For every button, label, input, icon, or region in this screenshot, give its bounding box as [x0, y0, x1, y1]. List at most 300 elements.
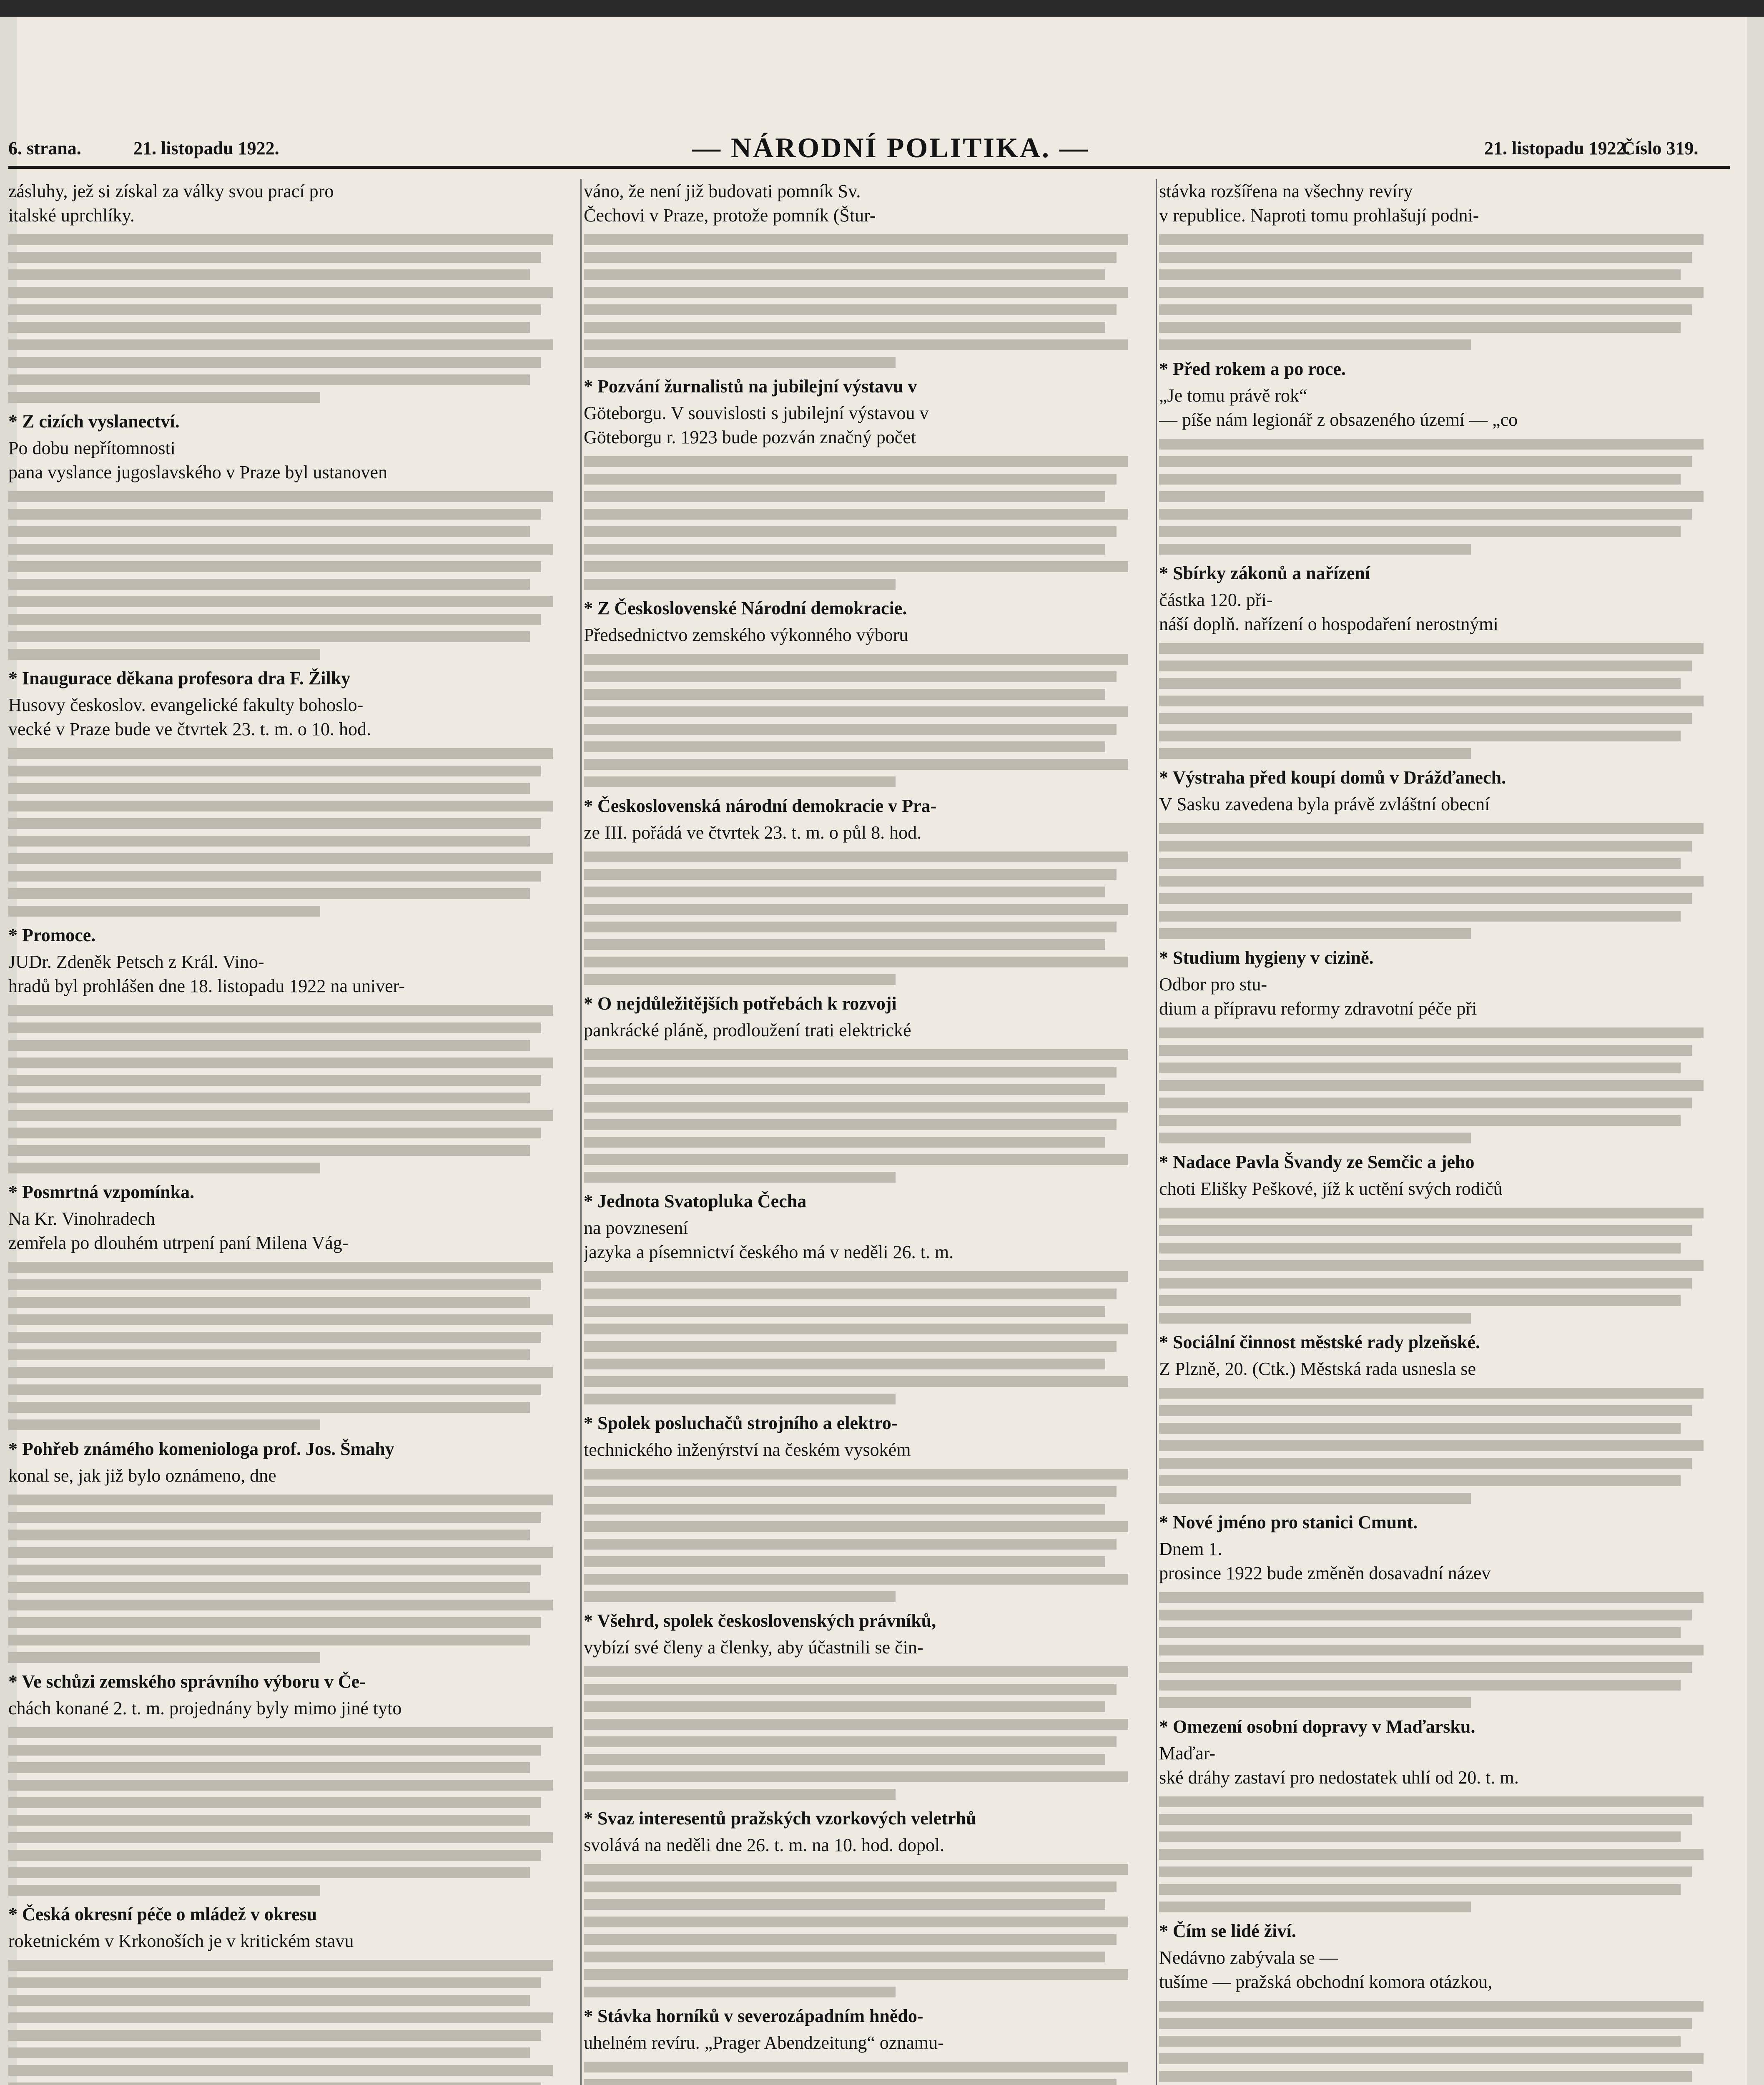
text-line-placeholder	[1159, 1045, 1692, 1056]
article-item	[1159, 946, 1726, 1143]
article-text-line: Po dobu nepřítomnosti	[8, 438, 176, 458]
text-line-placeholder	[584, 1952, 1105, 1962]
article-item	[584, 992, 1151, 1183]
article-item	[8, 409, 575, 660]
article-headline: * Inaugurace děkana profesora dra F. Žilky	[8, 668, 351, 688]
text-line-placeholder	[8, 1745, 541, 1756]
text-line-placeholder	[584, 2062, 1128, 2072]
text-line-placeholder	[8, 906, 320, 917]
text-line-placeholder	[1159, 1133, 1471, 1143]
article-headline: * Výstraha před koupí domů v Drážďanech.	[1159, 767, 1506, 788]
article-text-line: částka 120. při-	[1159, 590, 1273, 610]
binding-edge	[0, 0, 1764, 17]
text-line-placeholder	[8, 1530, 530, 1540]
text-line-placeholder	[1159, 1243, 1681, 1254]
article-headline: * Stávka horníků v severozápadním hnědo-	[584, 2006, 923, 2026]
article-text-line: ze III. pořádá ve čtvrtek 23. t. m. o půl 8. hod.	[584, 822, 922, 843]
text-line-placeholder	[8, 1885, 320, 1896]
article-text-line: Předsednictvo zemského výkonného výboru	[584, 625, 908, 645]
text-line-placeholder	[8, 1762, 530, 1773]
text-line-placeholder	[1159, 544, 1471, 555]
article-headline: * Sociální činnost městské rady plzeňské.	[1159, 1332, 1480, 1352]
column-1	[8, 179, 575, 2085]
article-item	[8, 179, 575, 403]
text-line-placeholder	[584, 887, 1105, 897]
text-line-placeholder	[1159, 1295, 1681, 1306]
article-headline: * Posmrtná vzpomínka.	[8, 1182, 195, 1202]
article-text-line: zásluhy, jež si získal za války svou prací pro	[8, 181, 334, 201]
text-line-placeholder	[1159, 526, 1681, 537]
text-line-placeholder	[584, 689, 1105, 700]
text-line-placeholder	[584, 654, 1128, 665]
article-item	[584, 1609, 1151, 1800]
article-text-line: Husovy českoslov. evangelické fakulty bohoslo-	[8, 695, 364, 715]
article-text-line: Göteborgu r. 1923 bude pozván značný počet	[584, 427, 916, 447]
text-line-placeholder	[8, 1635, 530, 1645]
text-line-placeholder	[1159, 1405, 1692, 1416]
text-line-placeholder	[1159, 748, 1471, 759]
text-line-placeholder	[8, 1262, 553, 1273]
date-left: 21. listopadu 1922.	[133, 138, 279, 158]
text-line-placeholder	[1159, 1697, 1471, 1708]
article-headline: * Jednota Svatopluka Čecha	[584, 1191, 807, 1211]
text-line-placeholder	[584, 1102, 1128, 1113]
text-line-placeholder	[584, 1376, 1128, 1387]
text-line-placeholder	[1159, 2071, 1692, 2082]
text-line-placeholder	[1159, 1440, 1704, 1451]
text-line-placeholder	[1159, 841, 1692, 852]
text-line-placeholder	[8, 1565, 541, 1575]
article-item	[584, 596, 1151, 787]
text-line-placeholder	[1159, 1388, 1704, 1399]
article-headline: * O nejdůležitějších potřebách k rozvoji	[584, 993, 897, 1014]
text-line-placeholder	[584, 304, 1117, 315]
text-line-placeholder	[8, 1022, 541, 1033]
text-line-placeholder	[8, 357, 541, 368]
text-line-placeholder	[1159, 2018, 1692, 2029]
text-line-placeholder	[1159, 2001, 1704, 2012]
text-line-placeholder	[8, 1995, 530, 2006]
text-line-placeholder	[584, 491, 1105, 502]
text-line-placeholder	[584, 741, 1105, 752]
text-line-placeholder	[8, 1652, 320, 1663]
text-line-placeholder	[584, 269, 1105, 280]
column-divider	[1156, 179, 1157, 2085]
article-text-line: ské dráhy zastaví pro nedostatek uhlí od 20. t. m.	[1159, 1767, 1519, 1788]
text-line-placeholder	[8, 853, 553, 864]
text-line-placeholder	[8, 1314, 553, 1325]
text-line-placeholder	[8, 339, 553, 350]
text-line-placeholder	[584, 1119, 1117, 1130]
text-line-placeholder	[8, 1797, 541, 1808]
text-line-placeholder	[8, 1402, 530, 1413]
text-line-placeholder	[1159, 1208, 1704, 1218]
text-line-placeholder	[8, 287, 553, 298]
article-text-line: uhelném revíru. „Prager Abendzeitung“ oznamu-	[584, 2032, 944, 2053]
article-text-line: svolává na neděli dne 26. t. m. na 10. hod. dopol.	[584, 1835, 945, 1855]
text-line-placeholder	[8, 1815, 530, 1826]
text-line-placeholder	[8, 836, 530, 847]
text-line-placeholder	[584, 939, 1105, 950]
article-headline: * Z Československé Národní demokracie.	[584, 598, 907, 618]
article-headline: * Pohřeb známého komeniologa prof. Jos. Šmahy	[8, 1439, 394, 1459]
article-text-line: na povznesení	[584, 1218, 688, 1238]
text-line-placeholder	[584, 2079, 1117, 2085]
text-line-placeholder	[8, 234, 553, 245]
text-line-placeholder	[584, 1049, 1128, 1060]
article-text-line: tušíme — pražská obchodní komora otázkou,	[1159, 1972, 1493, 1992]
article-item	[1159, 357, 1726, 555]
article-text-line: vecké v Praze bude ve čtvrtek 23. t. m. o 10. hod.	[8, 719, 371, 739]
text-line-placeholder	[1159, 234, 1704, 245]
article-text-line: italské uprchlíky.	[8, 205, 135, 226]
article-text-line: stávka rozšířena na všechny revíry	[1159, 181, 1413, 201]
text-line-placeholder	[584, 339, 1128, 350]
text-line-placeholder	[8, 1040, 530, 1051]
text-line-placeholder	[584, 1067, 1117, 1078]
article-text-line: V Sasku zavedena byla právě zvláštní obecní	[1159, 794, 1490, 814]
text-line-placeholder	[8, 748, 553, 759]
text-line-placeholder	[8, 392, 320, 403]
text-line-placeholder	[8, 252, 541, 263]
text-line-placeholder	[584, 1701, 1105, 1712]
text-line-placeholder	[1159, 1849, 1704, 1860]
text-line-placeholder	[1159, 269, 1681, 280]
page-header	[8, 125, 1734, 163]
text-line-placeholder	[584, 1154, 1128, 1165]
text-line-placeholder	[1159, 1831, 1681, 1842]
text-line-placeholder	[1159, 1423, 1681, 1434]
text-line-placeholder	[584, 1271, 1128, 1282]
text-line-placeholder	[584, 1917, 1128, 1927]
text-line-placeholder	[1159, 823, 1704, 834]
text-line-placeholder	[1159, 1115, 1681, 1126]
text-line-placeholder	[584, 1882, 1117, 1892]
text-line-placeholder	[8, 818, 541, 829]
text-line-placeholder	[1159, 474, 1681, 485]
article-item	[1159, 1919, 1726, 2085]
text-line-placeholder	[1159, 509, 1692, 520]
text-line-placeholder	[584, 1574, 1128, 1585]
text-line-placeholder	[8, 304, 541, 315]
article-text-line: Nedávno zabývala se —	[1159, 1947, 1338, 1968]
text-line-placeholder	[1159, 339, 1471, 350]
text-line-placeholder	[1159, 731, 1681, 741]
text-line-placeholder	[8, 544, 553, 555]
text-line-placeholder	[1159, 439, 1704, 450]
text-line-placeholder	[584, 1394, 896, 1404]
text-line-placeholder	[584, 1899, 1105, 1910]
text-line-placeholder	[8, 1617, 541, 1628]
text-line-placeholder	[1159, 928, 1471, 939]
article-headline: * Spolek posluchačů strojního a elektro-	[584, 1413, 898, 1433]
text-line-placeholder	[584, 776, 896, 787]
text-line-placeholder	[1159, 858, 1681, 869]
article-item	[8, 923, 575, 1173]
article-headline: * Čím se lidé živí.	[1159, 1921, 1296, 1941]
text-line-placeholder	[1159, 322, 1681, 333]
article-headline: * Nadace Pavla Švandy ze Semčic a jeho	[1159, 1152, 1475, 1172]
text-line-placeholder	[584, 234, 1128, 245]
article-item	[8, 666, 575, 917]
article-text-line: Z Plzně, 20. (Ctk.) Městská rada usnesla se	[1159, 1359, 1476, 1379]
text-line-placeholder	[584, 1306, 1105, 1317]
text-line-placeholder	[584, 1084, 1105, 1095]
article-item	[584, 794, 1151, 985]
article-text-line: Dnem 1.	[1159, 1539, 1222, 1559]
text-line-placeholder	[584, 1591, 896, 1602]
text-line-placeholder	[584, 1469, 1128, 1480]
article-text-line: zemřela po dlouhém utrpení paní Milena Vág-	[8, 1233, 349, 1253]
text-line-placeholder	[584, 1771, 1128, 1782]
text-line-placeholder	[584, 1172, 896, 1183]
text-line-placeholder	[8, 1332, 541, 1343]
article-item	[8, 1902, 575, 2085]
date-right: 21. listopadu 1922.	[1484, 138, 1630, 158]
text-line-placeholder	[584, 1341, 1117, 1352]
article-item	[584, 374, 1151, 590]
text-line-placeholder	[8, 766, 541, 776]
text-line-placeholder	[584, 357, 896, 368]
text-line-placeholder	[8, 1547, 553, 1558]
text-line-placeholder	[8, 1495, 553, 1505]
text-line-placeholder	[1159, 713, 1692, 724]
text-line-placeholder	[584, 1504, 1105, 1515]
text-line-placeholder	[584, 1987, 896, 1997]
text-line-placeholder	[1159, 1098, 1692, 1108]
article-text-line: konal se, jak již bylo oznámeno, dne	[8, 1465, 276, 1486]
text-line-placeholder	[1159, 696, 1704, 706]
text-line-placeholder	[8, 1850, 541, 1861]
text-line-placeholder	[584, 759, 1128, 770]
text-line-placeholder	[1159, 1313, 1471, 1324]
text-line-placeholder	[8, 1727, 553, 1738]
text-line-placeholder	[8, 871, 541, 882]
text-line-placeholder	[8, 1145, 530, 1156]
text-line-placeholder	[584, 1289, 1117, 1299]
article-text-line: technického inženýrství na českém vysokém	[584, 1439, 911, 1460]
issue-number: Číslo 319.	[1622, 138, 1699, 158]
text-line-placeholder	[8, 2082, 541, 2085]
article-item	[1159, 1715, 1726, 1912]
text-line-placeholder	[8, 1058, 553, 1068]
text-line-placeholder	[584, 852, 1128, 862]
text-line-placeholder	[1159, 1080, 1704, 1091]
text-line-placeholder	[8, 491, 553, 502]
text-line-placeholder	[1159, 1475, 1681, 1486]
text-line-placeholder	[584, 671, 1117, 682]
text-line-placeholder	[8, 1867, 530, 1878]
article-text-line: Na Kr. Vinohradech	[8, 1208, 156, 1229]
text-line-placeholder	[8, 2012, 553, 2023]
text-line-placeholder	[8, 596, 553, 607]
text-line-placeholder	[1159, 1027, 1704, 1038]
text-line-placeholder	[8, 614, 541, 625]
article-headline: * Před rokem a po roce.	[1159, 359, 1346, 379]
article-headline: * Z cizích vyslanectví.	[8, 411, 180, 432]
text-line-placeholder	[8, 561, 541, 572]
text-line-placeholder	[584, 456, 1128, 467]
article-text-line: „Je tomu právě rok“	[1159, 385, 1307, 406]
article-text-line: chách konané 2. t. m. projednány byly mimo jiné tyto	[8, 1698, 402, 1718]
text-line-placeholder	[1159, 1884, 1681, 1895]
text-line-placeholder	[584, 1719, 1128, 1730]
text-line-placeholder	[8, 2065, 553, 2076]
text-line-placeholder	[8, 526, 530, 537]
text-line-placeholder	[584, 1969, 1128, 1980]
column-3	[1159, 179, 1726, 2085]
article-headline: * Studium hygieny v cizině.	[1159, 947, 1374, 968]
text-line-placeholder	[584, 1486, 1117, 1497]
text-line-placeholder	[584, 544, 1105, 555]
text-line-placeholder	[584, 1736, 1117, 1747]
article-text-line: Čechovi v Praze, protože pomník (Štur-	[584, 205, 876, 226]
text-line-placeholder	[584, 869, 1117, 880]
article-item	[584, 1189, 1151, 1404]
text-line-placeholder	[584, 526, 1117, 537]
article-item	[8, 1180, 575, 1430]
text-line-placeholder	[584, 1789, 896, 1800]
text-line-placeholder	[584, 1934, 1117, 1945]
text-line-placeholder	[8, 269, 530, 280]
text-line-placeholder	[8, 1005, 553, 1016]
header-rule	[8, 166, 1730, 169]
text-line-placeholder	[8, 322, 530, 333]
article-text-line: pana vyslance jugoslavského v Praze byl ustanoven	[8, 462, 388, 482]
text-line-placeholder	[1159, 893, 1692, 904]
article-item	[1159, 1510, 1726, 1708]
text-line-placeholder	[8, 509, 541, 520]
text-line-placeholder	[8, 1512, 541, 1523]
article-text-line: náší doplň. nařízení o hospodaření nerostnými	[1159, 614, 1498, 634]
article-headline: * Nové jméno pro stanici Cmunt.	[1159, 1512, 1418, 1532]
article-text-line: jazyka a písemnictví českého má v neděli 26. t. m.	[584, 1242, 954, 1262]
article-headline: * Ve schůzi zemského správního výboru v Če-	[8, 1671, 366, 1692]
text-line-placeholder	[584, 1754, 1105, 1765]
text-line-placeholder	[584, 1521, 1128, 1532]
article-text-line: prosince 1922 bude změněn dosavadní název	[1159, 1563, 1491, 1583]
article-item	[1159, 766, 1726, 939]
text-line-placeholder	[584, 561, 1128, 572]
text-line-placeholder	[8, 1279, 541, 1290]
article-headline: * Česká okresní péče o mládež v okresu	[8, 1904, 317, 1924]
article-item	[584, 2004, 1151, 2085]
text-line-placeholder	[1159, 456, 1692, 467]
article-headline: * Omezení osobní dopravy v Maďarsku.	[1159, 1716, 1475, 1737]
text-line-placeholder	[8, 2030, 541, 2041]
text-line-placeholder	[584, 322, 1105, 333]
text-line-placeholder	[584, 1324, 1128, 1334]
article-headline: * Promoce.	[8, 925, 96, 945]
text-line-placeholder	[584, 287, 1128, 298]
text-line-placeholder	[584, 579, 896, 590]
text-line-placeholder	[1159, 1225, 1692, 1236]
text-line-placeholder	[584, 706, 1128, 717]
article-text-line: roketnickém v Krkonoších je v kritickém stavu	[8, 1931, 354, 1951]
text-line-placeholder	[1159, 1278, 1692, 1289]
text-line-placeholder	[8, 631, 530, 642]
text-line-placeholder	[8, 1297, 530, 1308]
article-text-line: váno, že není již budovati pomník Sv.	[584, 181, 861, 201]
text-line-placeholder	[8, 1419, 320, 1430]
text-line-placeholder	[8, 579, 530, 590]
text-line-placeholder	[8, 1110, 553, 1121]
article-item	[8, 1437, 575, 1663]
text-line-placeholder	[8, 1384, 541, 1395]
article-headline: * Československá národní demokracie v Pra-	[584, 796, 937, 816]
text-line-placeholder	[584, 1666, 1128, 1677]
text-line-placeholder	[8, 649, 320, 660]
page-number-label: 6. strana.	[8, 138, 81, 158]
text-line-placeholder	[8, 1093, 530, 1103]
article-item	[8, 1670, 575, 1896]
text-line-placeholder	[8, 2047, 530, 2058]
article-text-line: Odbor pro stu-	[1159, 974, 1267, 995]
text-line-placeholder	[8, 1832, 553, 1843]
text-line-placeholder	[584, 252, 1117, 263]
masthead-title: — NÁRODNÍ POLITIKA. —	[692, 132, 1089, 163]
text-line-placeholder	[584, 474, 1117, 485]
text-line-placeholder	[1159, 1866, 1692, 1877]
article-item	[1159, 561, 1726, 759]
article-item	[584, 179, 1151, 368]
article-text-line: choti Elišky Peškové, jíž k uctění svých rodičů	[1159, 1178, 1503, 1199]
text-line-placeholder	[1159, 1260, 1704, 1271]
text-line-placeholder	[1159, 1610, 1692, 1620]
article-text-line: JUDr. Zdeněk Petsch z Král. Vino-	[8, 952, 264, 972]
article-headline: * Svaz interesentů pražských vzorkových veletrhů	[584, 1808, 976, 1829]
text-line-placeholder	[1159, 1063, 1681, 1073]
text-line-placeholder	[584, 1137, 1105, 1148]
article-headline: * Všehrd, spolek československých právníků,	[584, 1610, 936, 1631]
text-line-placeholder	[1159, 304, 1692, 315]
text-line-placeholder	[584, 974, 896, 985]
text-line-placeholder	[584, 1684, 1117, 1695]
text-line-placeholder	[1159, 1627, 1681, 1638]
text-line-placeholder	[8, 1600, 553, 1610]
article-text-line: v republice. Naproti tomu prohlašují podni-	[1159, 205, 1479, 226]
text-line-placeholder	[8, 1780, 553, 1791]
column-divider	[580, 179, 582, 2085]
text-line-placeholder	[1159, 2053, 1704, 2064]
text-line-placeholder	[1159, 1458, 1692, 1469]
article-item	[1159, 179, 1726, 350]
article-text-line: — píše nám legionář z obsazeného území — „co	[1159, 409, 1518, 430]
text-line-placeholder	[584, 957, 1128, 967]
article-item	[1159, 1150, 1726, 1324]
article-text-line: pankrácké pláně, prodloužení trati elektrické	[584, 1020, 911, 1040]
text-line-placeholder	[584, 904, 1128, 915]
text-line-placeholder	[1159, 1680, 1681, 1691]
article-text-line: Maďar-	[1159, 1743, 1216, 1763]
text-line-placeholder	[584, 1556, 1105, 1567]
text-line-placeholder	[8, 1075, 541, 1086]
text-line-placeholder	[1159, 911, 1681, 922]
article-item	[584, 1806, 1151, 1997]
text-line-placeholder	[584, 922, 1117, 932]
text-line-placeholder	[1159, 876, 1704, 887]
article-headline: * Sbírky zákonů a nařízení	[1159, 563, 1370, 583]
text-line-placeholder	[1159, 1645, 1704, 1655]
text-line-placeholder	[1159, 1592, 1704, 1603]
text-line-placeholder	[584, 724, 1117, 735]
article-text-line: hradů byl prohlášen dne 18. listopadu 1922 na univer-	[8, 976, 405, 996]
text-line-placeholder	[8, 1977, 541, 1988]
article-item	[584, 1411, 1151, 1602]
text-line-placeholder	[1159, 252, 1692, 263]
text-line-placeholder	[584, 1539, 1117, 1550]
text-line-placeholder	[8, 1349, 530, 1360]
